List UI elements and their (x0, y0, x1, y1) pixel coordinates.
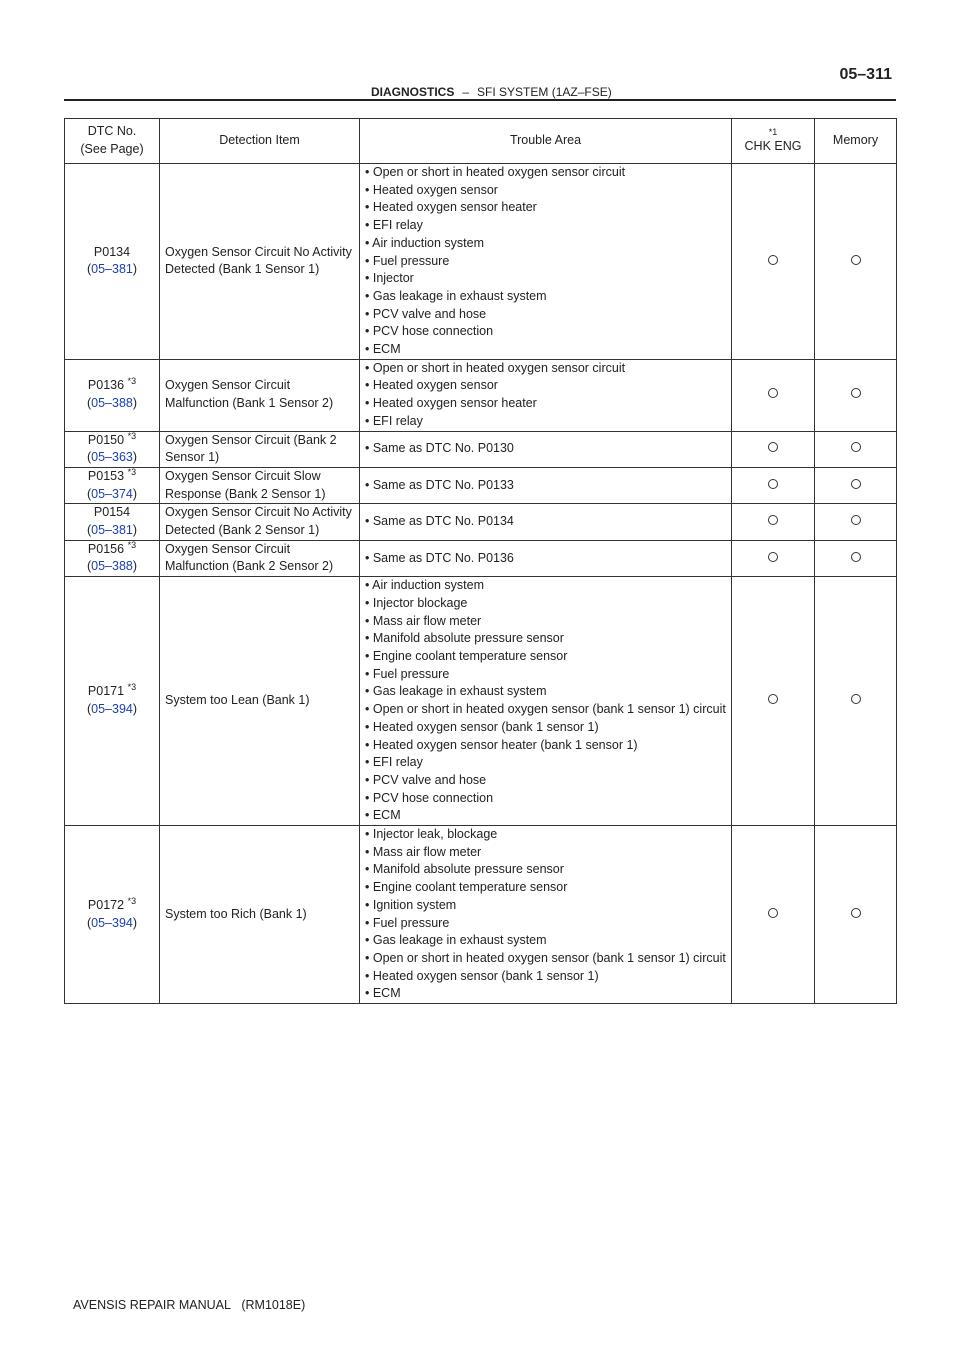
circle-icon (851, 442, 861, 452)
trouble-area-item: • PCV hose connection (365, 324, 494, 339)
memory-mark-cell (815, 826, 897, 1004)
header-detection-item: Detection Item (160, 119, 360, 164)
trouble-area-item: • Open or short in heated oxygen sensor (bank 1 sensor 1) circuit (365, 702, 726, 717)
trouble-area-cell (360, 359, 732, 431)
chk-eng-mark-cell (732, 577, 815, 826)
trouble-area-item: • Heated oxygen sensor (365, 182, 498, 197)
trouble-area-item: • Ignition system (365, 897, 457, 912)
dtc-code-line (70, 897, 154, 915)
trouble-area-item: • Heated oxygen sensor heater (365, 200, 537, 215)
trouble-area-item: • Mass air flow meter (365, 613, 482, 628)
dtc-code: P0153 (87, 468, 125, 483)
dtc-page-ref: (05–394) (86, 702, 138, 717)
page-reference-link[interactable]: 05–374 (91, 486, 133, 501)
header-memory: Memory (815, 119, 897, 164)
trouble-area-item: • Heated oxygen sensor (bank 1 sensor 1) (365, 968, 599, 983)
trouble-area-item: • Gas leakage in exhaust system (365, 933, 547, 948)
dtc-page-ref: (05–381) (86, 262, 138, 277)
detection-item: Oxygen Sensor Circuit No Activity Detected (Bank 1 Sensor 1) (160, 164, 360, 360)
trouble-area-item: • Gas leakage in exhaust system (365, 684, 547, 699)
trouble-area-item: • Gas leakage in exhaust system (365, 288, 547, 303)
footer-manual-code: (RM1018E) (241, 1298, 306, 1312)
trouble-area-item: • Open or short in heated oxygen sensor (bank 1 sensor 1) circuit (365, 950, 726, 965)
header-trouble-area: Trouble Area (360, 119, 732, 164)
trouble-area-item: • EFI relay (365, 218, 423, 233)
dtc-page-ref: (05–381) (86, 523, 138, 538)
table-row (65, 504, 897, 540)
circle-icon (768, 388, 778, 398)
trouble-area-item: • Air induction system (365, 235, 485, 250)
table-row (65, 467, 897, 503)
dtc-code: P0154 (93, 505, 131, 520)
trouble-area-item: • Open or short in heated oxygen sensor circuit (365, 165, 626, 179)
chk-eng-mark-cell (732, 359, 815, 431)
table-header-row (65, 119, 897, 164)
trouble-area-item: • Open or short in heated oxygen sensor circuit (365, 360, 626, 375)
dtc-code-line (70, 683, 154, 701)
detection-item: Oxygen Sensor Circuit (Bank 2 Sensor 1) (160, 431, 360, 467)
trouble-area-item: • Heated oxygen sensor (bank 1 sensor 1) (365, 719, 599, 734)
trouble-area-item: • Air induction system (365, 578, 485, 593)
dtc-code-line (70, 432, 154, 450)
trouble-area-cell (360, 540, 732, 576)
circle-icon (768, 694, 778, 704)
trouble-area-item: • Heated oxygen sensor (365, 378, 498, 393)
trouble-area-item: • EFI relay (365, 755, 423, 770)
circle-icon (768, 479, 778, 489)
dtc-note: *3 (127, 682, 137, 693)
page-reference-link[interactable]: 05–388 (91, 559, 133, 574)
trouble-area-item: • Injector blockage (365, 595, 468, 610)
header-dtc-no (65, 119, 160, 164)
memory-mark-cell (815, 467, 897, 503)
trouble-area-list (365, 477, 726, 495)
trouble-area-item: • Fuel pressure (365, 666, 450, 681)
page-reference-link[interactable]: 05–394 (91, 702, 133, 717)
detection-item: System too Lean (Bank 1) (160, 577, 360, 826)
page-reference-link[interactable]: 05–388 (91, 396, 133, 411)
dtc-note: *3 (127, 539, 137, 550)
memory-mark-cell (815, 359, 897, 431)
dtc-code-line (70, 377, 154, 395)
chk-eng-mark-cell (732, 164, 815, 360)
detection-item: System too Rich (Bank 1) (160, 826, 360, 1004)
dtc-code: P0171 (87, 684, 125, 699)
circle-icon (851, 515, 861, 525)
circle-icon (768, 255, 778, 265)
trouble-area-list (365, 164, 726, 359)
dtc-code-line (70, 504, 154, 522)
table-row (65, 577, 897, 826)
dtc-table (64, 118, 897, 1004)
header-rule (64, 99, 896, 101)
trouble-area-cell (360, 431, 732, 467)
trouble-area-item: • Fuel pressure (365, 915, 450, 930)
trouble-area-list (365, 577, 726, 825)
trouble-area-item: • Manifold absolute pressure sensor (365, 631, 564, 646)
dtc-page-ref: (05–374) (86, 486, 138, 501)
header-separator: – (462, 85, 470, 99)
header-dtc-label: DTC No. (87, 124, 137, 139)
circle-icon (768, 515, 778, 525)
table-row (65, 164, 897, 360)
trouble-area-item: • Heated oxygen sensor heater (bank 1 sensor 1) (365, 737, 638, 752)
memory-mark-cell (815, 431, 897, 467)
trouble-area-item: • Same as DTC No. P0134 (365, 514, 514, 529)
page-header (64, 66, 896, 102)
memory-mark-cell (815, 504, 897, 540)
trouble-area-cell (360, 164, 732, 360)
dtc-page-ref: (05–394) (86, 915, 138, 930)
memory-mark-cell (815, 164, 897, 360)
trouble-area-list (365, 440, 726, 458)
trouble-area-item: • Mass air flow meter (365, 844, 482, 859)
chk-eng-mark-cell (732, 431, 815, 467)
dtc-code-cell (65, 826, 160, 1004)
dtc-page-ref: (05–388) (86, 396, 138, 411)
trouble-area-item: • Injector (365, 271, 414, 286)
table-row (65, 826, 897, 1004)
dtc-code: P0150 (87, 432, 125, 447)
dtc-page-ref: (05–388) (86, 559, 138, 574)
circle-icon (851, 908, 861, 918)
trouble-area-list (365, 513, 726, 531)
detection-item: Oxygen Sensor Circuit No Activity Detected (Bank 2 Sensor 1) (160, 504, 360, 540)
dtc-code-cell (65, 359, 160, 431)
circle-icon (768, 908, 778, 918)
trouble-area-item: • Engine coolant temperature sensor (365, 648, 568, 663)
trouble-area-item: • Engine coolant temperature sensor (365, 880, 568, 895)
header-chk-eng-note: *1 (768, 127, 778, 138)
trouble-area-cell (360, 577, 732, 826)
page-reference-link[interactable]: 05–394 (91, 915, 133, 930)
dtc-page-ref: (05–363) (86, 450, 138, 465)
dtc-note: *3 (127, 430, 137, 441)
dtc-code-cell (65, 577, 160, 826)
dtc-code-cell (65, 540, 160, 576)
dtc-code-line (70, 541, 154, 559)
dtc-note: *3 (127, 466, 137, 477)
circle-icon (768, 442, 778, 452)
trouble-area-cell (360, 826, 732, 1004)
header-title (371, 85, 612, 99)
page-footer (73, 1298, 305, 1312)
header-section: DIAGNOSTICS (371, 85, 455, 99)
dtc-code: P0134 (93, 244, 131, 259)
trouble-area-item: • ECM (365, 986, 401, 1001)
header-subtitle: SFI SYSTEM (1AZ–FSE) (477, 85, 612, 99)
dtc-code: P0156 (87, 541, 125, 556)
chk-eng-mark-cell (732, 467, 815, 503)
circle-icon (851, 479, 861, 489)
table-row (65, 540, 897, 576)
trouble-area-item: • ECM (365, 808, 401, 823)
trouble-area-item: • Fuel pressure (365, 253, 450, 268)
trouble-area-item: • PCV valve and hose (365, 306, 487, 321)
trouble-area-item: • Manifold absolute pressure sensor (365, 862, 564, 877)
table-row (65, 359, 897, 431)
dtc-code-line (70, 468, 154, 486)
circle-icon (768, 552, 778, 562)
trouble-area-list (365, 550, 726, 568)
dtc-code: P0136 (87, 378, 125, 393)
dtc-code-cell (65, 467, 160, 503)
trouble-area-list (365, 826, 726, 1003)
circle-icon (851, 694, 861, 704)
table-body (65, 164, 897, 1004)
trouble-area-item: • Same as DTC No. P0130 (365, 441, 514, 456)
memory-mark-cell (815, 577, 897, 826)
footer-manual-title: AVENSIS REPAIR MANUAL (73, 1298, 231, 1312)
chk-eng-mark-cell (732, 504, 815, 540)
dtc-note: *3 (127, 895, 137, 906)
trouble-area-item: • ECM (365, 342, 401, 357)
circle-icon (851, 255, 861, 265)
page-reference-link[interactable]: 05–381 (91, 262, 133, 277)
trouble-area-cell (360, 504, 732, 540)
header-chk-eng (732, 119, 815, 164)
dtc-code-cell (65, 504, 160, 540)
header-see-page-label: (See Page) (80, 142, 144, 156)
trouble-area-item: • EFI relay (365, 413, 423, 428)
detection-item: Oxygen Sensor Circuit Slow Response (Bank 2 Sensor 1) (160, 467, 360, 503)
trouble-area-item: • Injector leak, blockage (365, 827, 498, 842)
dtc-note: *3 (127, 376, 137, 387)
chk-eng-mark-cell (732, 540, 815, 576)
dtc-code: P0172 (87, 897, 125, 912)
chk-eng-mark-cell (732, 826, 815, 1004)
dtc-code-cell (65, 431, 160, 467)
trouble-area-list (365, 360, 726, 431)
memory-mark-cell (815, 540, 897, 576)
detection-item: Oxygen Sensor Circuit Malfunction (Bank 2 Sensor 2) (160, 540, 360, 576)
page-reference-link[interactable]: 05–363 (91, 450, 133, 465)
circle-icon (851, 388, 861, 398)
trouble-area-cell (360, 467, 732, 503)
detection-item: Oxygen Sensor Circuit Malfunction (Bank 1 Sensor 2) (160, 359, 360, 431)
trouble-area-item: • Heated oxygen sensor heater (365, 396, 537, 411)
circle-icon (851, 552, 861, 562)
page-reference-link[interactable]: 05–381 (91, 523, 133, 538)
header-chk-eng-label: CHK ENG (744, 139, 802, 154)
trouble-area-item: • PCV hose connection (365, 790, 494, 805)
trouble-area-item: • PCV valve and hose (365, 772, 487, 787)
table-row (65, 431, 897, 467)
trouble-area-item: • Same as DTC No. P0133 (365, 477, 514, 492)
page-number: 05–311 (839, 66, 892, 83)
dtc-code-cell (65, 164, 160, 360)
dtc-code-line (70, 244, 154, 262)
trouble-area-item: • Same as DTC No. P0136 (365, 550, 514, 565)
